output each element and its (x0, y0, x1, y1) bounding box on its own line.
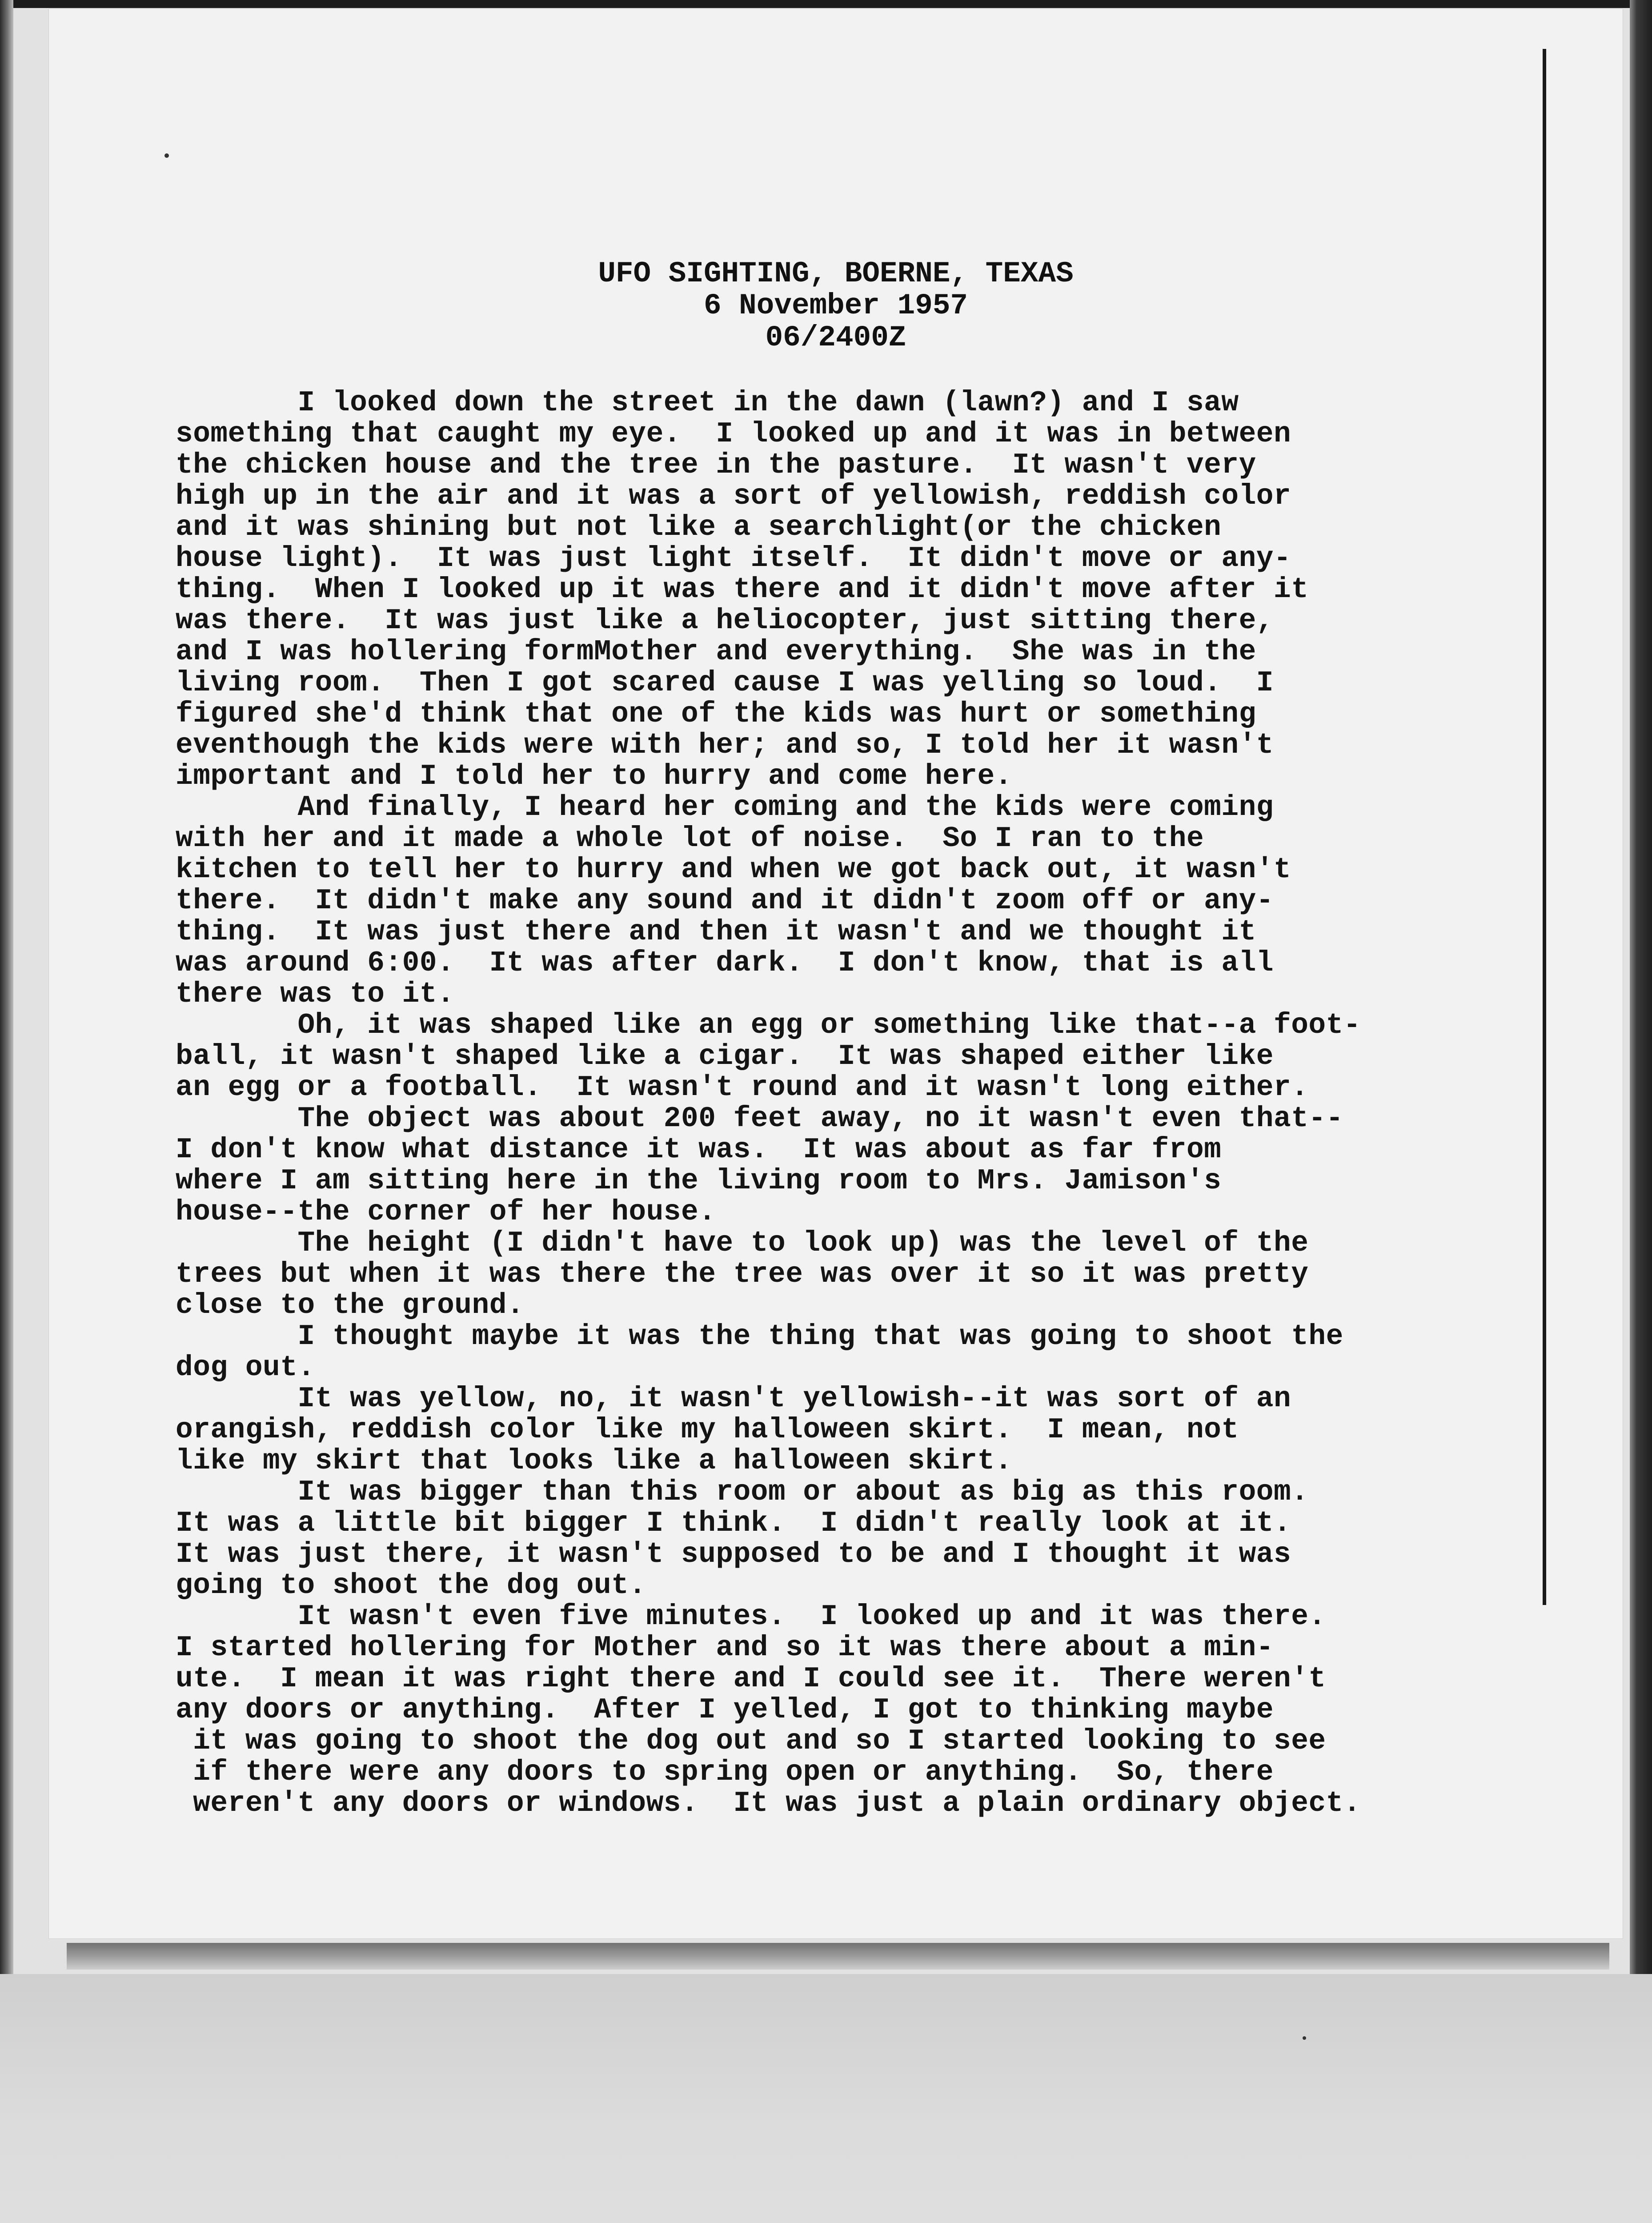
text-line: kitchen to tell her to hurry and when we got back out, it wasn't (176, 854, 1291, 886)
text-line: It was yellow, no, it wasn't yellowish--it was sort of an (176, 1383, 1291, 1415)
document-body (176, 388, 1509, 1819)
text-line: I looked down the street in the dawn (lawn?) and I saw (176, 387, 1239, 419)
text-line: with her and it made a whole lot of noise. So I ran to the (176, 823, 1204, 855)
film-border-top (0, 0, 1652, 8)
document-time-code: 06/2400Z (765, 321, 906, 354)
text-line: trees but when it was there the tree was over it so it was pretty (176, 1258, 1309, 1291)
text-line: I thought maybe it was the thing that was going to shoot the (176, 1320, 1343, 1353)
text-line: there. It didn't make any sound and it didn't zoom off or any- (176, 885, 1274, 917)
text-line: an egg or a football. It wasn't round and it wasn't long either. (176, 1071, 1309, 1104)
text-line: there was to it. (176, 978, 455, 1011)
text-line: house light). It was just light itself. It didn't move or any- (176, 542, 1291, 575)
text-line: it was going to shoot the dog out and so I started looking to see (176, 1725, 1326, 1758)
text-line: like my skirt that looks like a halloween skirt. (176, 1445, 1012, 1477)
text-line: It was a little bit bigger I think. I didn't really look at it. (176, 1507, 1291, 1540)
scan-speck (164, 153, 169, 158)
document-title: UFO SIGHTING, BOERNE, TEXAS (598, 257, 1074, 290)
text-line: any doors or anything. After I yelled, I got to thinking maybe (176, 1694, 1274, 1726)
text-line: was around 6:00. It was after dark. I don't know, that is all (176, 947, 1274, 979)
text-line: ball, it wasn't shaped like a cigar. It was shaped either like (176, 1040, 1274, 1073)
text-line: It wasn't even five minutes. I looked up and it was there. (176, 1601, 1326, 1633)
text-line: It was bigger than this room or about as big as this room. (176, 1476, 1309, 1509)
text-line: ute. I mean it was right there and I could see it. There weren't (176, 1663, 1326, 1695)
text-line: I started hollering for Mother and so it was there about a min- (176, 1632, 1274, 1664)
document-header (169, 258, 1503, 354)
text-line: going to shoot the dog out. (176, 1569, 646, 1602)
scan-lower-area (0, 1974, 1652, 2223)
scan-speck (1303, 2036, 1306, 2040)
text-line: It was just there, it wasn't supposed to be and I thought it was (176, 1538, 1291, 1571)
text-line: The height (I didn't have to look up) was the level of the (176, 1227, 1309, 1260)
text-line: the chicken house and the tree in the pasture. It wasn't very (176, 449, 1256, 482)
film-border-right (1630, 0, 1652, 2223)
text-line: I don't know what distance it was. It was about as far from (176, 1134, 1222, 1166)
text-line: was there. It was just like a heliocopter, just sitting there, (176, 605, 1274, 637)
text-line: weren't any doors or windows. It was just a plain ordinary object. (176, 1787, 1361, 1820)
text-line: and it was shining but not like a searchlight(or the chicken (176, 511, 1222, 544)
text-line: something that caught my eye. I looked up and it was in between (176, 418, 1291, 450)
text-line: figured she'd think that one of the kids was hurt or something (176, 698, 1256, 730)
text-line: and I was hollering formMother and everything. She was in the (176, 636, 1256, 668)
text-line: The object was about 200 feet away, no it wasn't even that-- (176, 1103, 1343, 1135)
page-bottom-shadow (67, 1943, 1609, 1970)
text-line: living room. Then I got scared cause I was yelling so loud. I (176, 667, 1274, 699)
text-line: Oh, it was shaped like an egg or something like that--a foot- (176, 1009, 1361, 1042)
text-line: orangish, reddish color like my halloween skirt. I mean, not (176, 1414, 1239, 1446)
text-line: thing. When I looked up it was there and it didn't move after it (176, 574, 1309, 606)
document-date: 6 November 1957 (703, 289, 968, 322)
text-line: where I am sitting here in the living room to Mrs. Jamison's (176, 1165, 1222, 1197)
text-line: important and I told her to hurry and come here. (176, 760, 1012, 793)
text-line: high up in the air and it was a sort of yellowish, reddish color (176, 480, 1291, 513)
text-line: And finally, I heard her coming and the kids were coming (176, 791, 1274, 824)
film-border-left (0, 0, 13, 2223)
text-line: close to the ground. (176, 1289, 525, 1322)
text-line: thing. It was just there and then it wasn't and we thought it (176, 916, 1256, 948)
text-line: dog out. (176, 1352, 315, 1384)
text-line: eventhough the kids were with her; and so, I told her it wasn't (176, 729, 1274, 762)
text-line: if there were any doors to spring open or anything. So, there (176, 1756, 1274, 1789)
page-edge-rule (1543, 49, 1546, 1605)
text-line: house--the corner of her house. (176, 1196, 716, 1228)
